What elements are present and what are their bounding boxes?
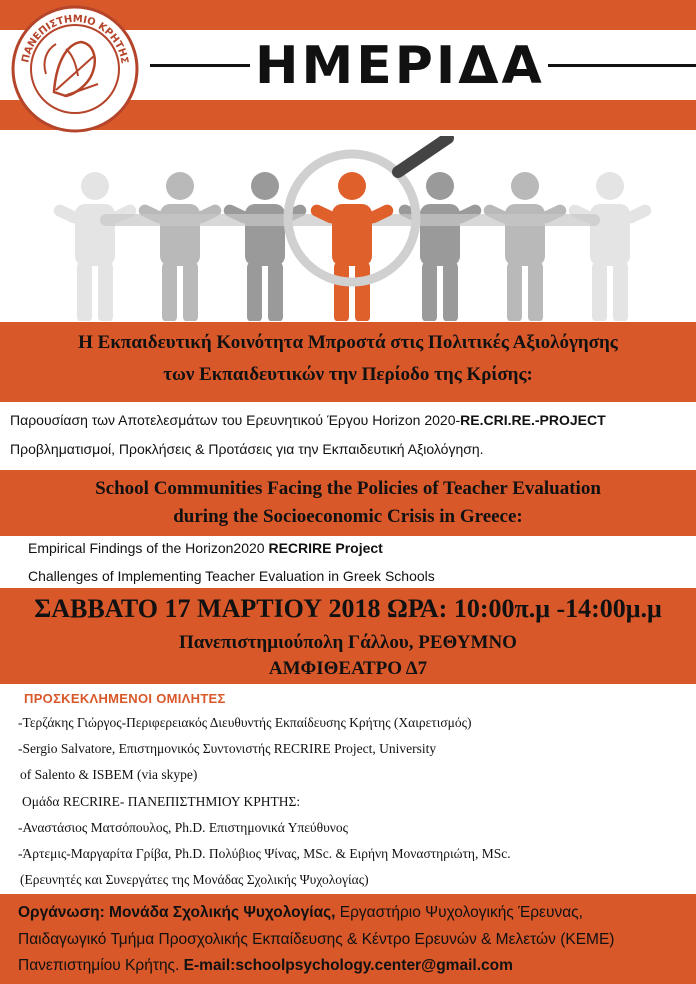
page-title: ΗΜΕΡΙΔΑ [255, 36, 545, 96]
english-sub-line1 [28, 540, 383, 556]
greek-heading-line2: των Εκπαιδευτικών την Περίοδο της Κρίσης: [163, 364, 533, 385]
university-seal-icon [6, 4, 144, 134]
greek-sub-line1 [10, 412, 606, 428]
english-heading-line2: during the Socioeconomic Crisis in Greece: [173, 506, 523, 527]
speaker-line: -Τερζάκης Γιώργος-Περιφερειακός Διευθυντής Εκπαίδευσης Κρήτης (Χαιρετισμός) [18, 715, 472, 730]
organization-line1 [18, 904, 583, 922]
project-name: RE.CRI.RE.-PROJECT [460, 412, 606, 428]
people-chain-icon [0, 136, 696, 321]
greek-sub-line1-text: Παρουσίαση των Αποτελεσμάτων του Ερευνητικού Έργου Horizon 2020- [10, 412, 461, 428]
event-band [0, 588, 696, 684]
contact-email: E-mail:schoolpsychology.center@gmail.com [183, 957, 513, 974]
english-heading-band [0, 470, 696, 536]
title-rule-left [150, 64, 250, 67]
english-sub-line1-text: Empirical Findings of the Horizon2020 [28, 540, 269, 556]
organization-line1-rest: Εργαστήριο Ψυχολογικής Έρευνας, [335, 904, 583, 921]
event-place: Πανεπιστημιούπολη Γάλλου, ΡΕΘΥΜΝΟ [179, 632, 517, 653]
organization-band [0, 894, 696, 984]
organizer-name: Οργάνωση: Μονάδα Σχολικής Ψυχολογίας, [18, 904, 336, 921]
speaker-line: -Αναστάσιος Ματσόπουλος, Ph.D. Επιστημονικά Υπεύθυνος [18, 820, 348, 835]
title-rule-right [548, 64, 696, 67]
greek-heading-line1: Η Εκπαιδευτική Κοινότητα Μπροστά στις Πολιτικές Αξιολόγησης [78, 332, 618, 353]
speaker-line: Ομάδα RECRIRE- ΠΑΝΕΠΙΣΤΗΜΙΟΥ ΚΡΗΤΗΣ: [22, 794, 301, 809]
english-heading-line1: School Communities Facing the Policies of Teacher Evaluation [95, 478, 601, 499]
organization-line2: Παιδαγωγικό Τμήμα Προσχολικής Εκπαίδευσης & Κέντρο Ερευνών & Μελετών (ΚΕΜΕ) [18, 931, 615, 948]
english-sub-line2: Challenges of Implementing Teacher Evaluation in Greek Schools [28, 568, 435, 584]
project-name-en: RECRIRE Project [268, 540, 383, 556]
seal-text: ΠΑΝΕΠΙΣΤΗΜΙΟ ΚΡΗΤΗΣ [20, 13, 130, 65]
speaker-line: of Salento & ISBEM (via skype) [20, 767, 198, 782]
organization-line3 [18, 957, 513, 975]
speaker-line: (Ερευνητές και Συνεργάτες της Μονάδας Σχολικής Ψυχολογίας) [20, 872, 369, 887]
organization-line3-text: Πανεπιστημίου Κρήτης. [18, 957, 184, 974]
speakers-title: ΠΡΟΣΚΕΚΛΗΜΕΝΟΙ ΟΜΙΛΗΤΕΣ [24, 691, 226, 706]
speaker-line: -Sergio Salvatore, Επιστημονικός Συντονιστής RECRIRE Project, University [18, 741, 437, 756]
event-date-time: ΣΑΒΒΑΤΟ 17 ΜΑΡΤΙΟΥ 2018 ΩΡΑ: 10:00π.μ -14:00μ.μ [34, 594, 662, 623]
speaker-line: -Άρτεμις-Μαργαρίτα Γρίβα, Ph.D. Πολύβιος Ψίνας, MSc. & Ειρήνη Μοναστηριώτη, MSc. [18, 846, 511, 861]
greek-sub-line2: Προβληματισμοί, Προκλήσεις & Προτάσεις για την Εκπαιδευτική Αξιολόγηση. [10, 441, 484, 457]
event-room: ΑΜΦΙΘΕΑΤΡΟ Δ7 [268, 658, 428, 679]
greek-heading-band [0, 322, 696, 402]
